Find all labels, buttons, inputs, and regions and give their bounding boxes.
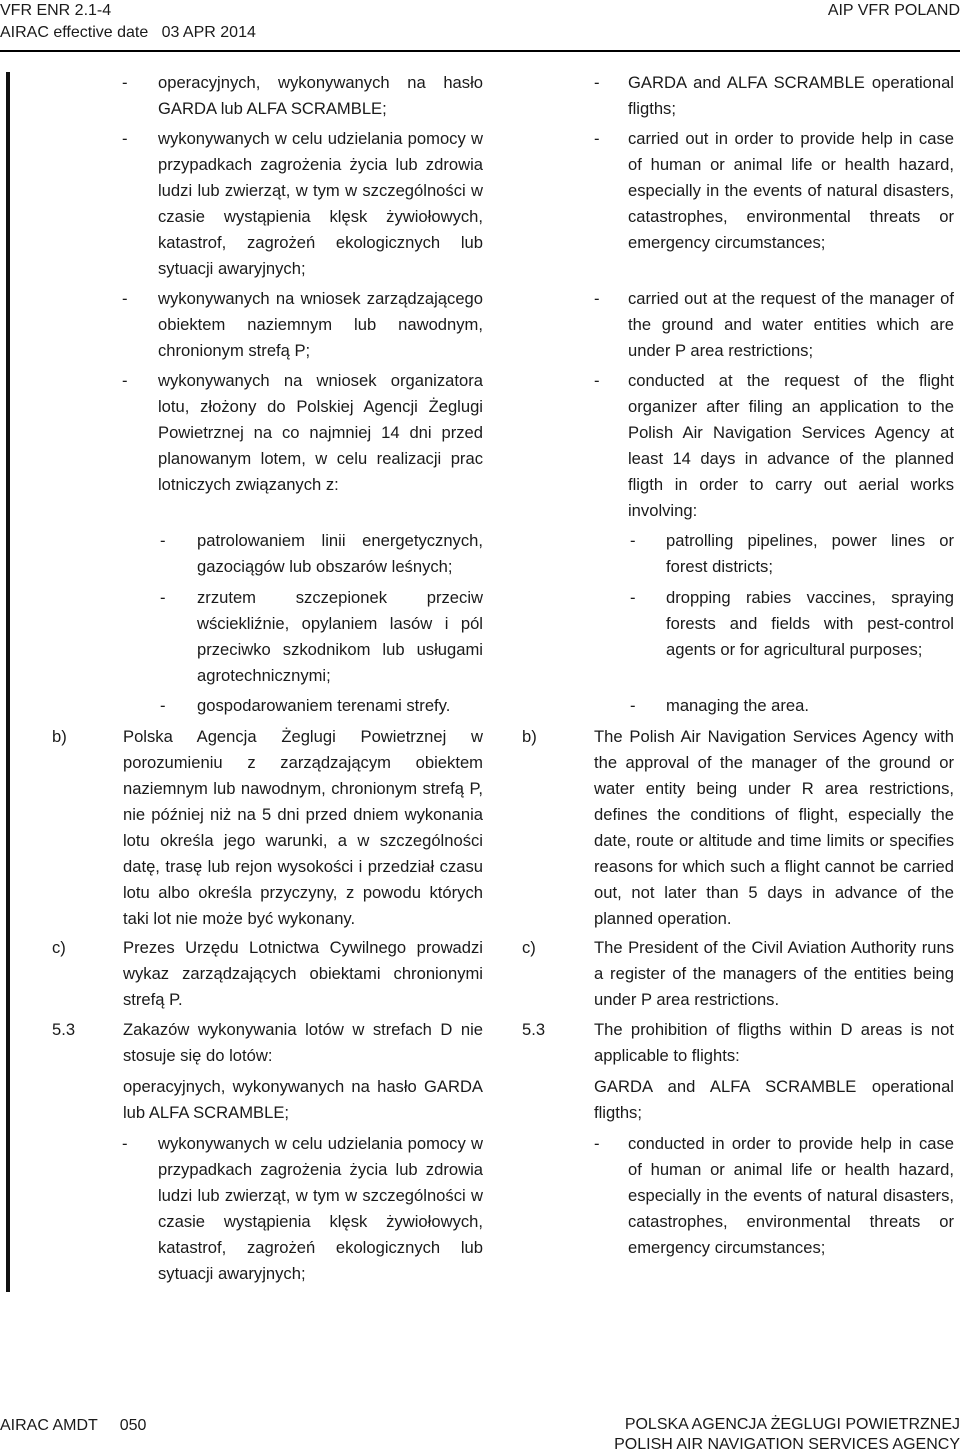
pl-paragraph-c: Prezes Urzędu Lotnictwa Cywilnego prowadzi wykaz zarządzających obiektami chronionymi strefą P. (123, 938, 483, 1009)
dash: - (594, 289, 600, 308)
pl-d-item-garda: operacyjnych, wykonywanych na hasło GARDA lub ALFA SCRAMBLE; (123, 1077, 483, 1122)
en-paragraph-b: The Polish Air Navigation Services Agency with the approval of the manager of the ground or water entity being under R area restrictions, defines the conditions of flight, especially the date, route or altitude and time limits or specifies reasons for which such a flight cannot be carried out, not later than 5 days in advance of the planned operation. (594, 727, 954, 928)
pl-item-manager-request: wykonywanych na wniosek zarządzającego obiektem naziemnym lub nawodnym, chronionym strefą P; (158, 289, 483, 360)
en-subitem-patrol: patrolling pipelines, power lines or forest districts; (666, 531, 954, 576)
pl-paragraph-5-3: Zakazów wykonywania lotów w strefach D nie stosuje się do lotów: (123, 1020, 483, 1065)
dash: - (594, 371, 600, 390)
pl-item-garda: operacyjnych, wykonywanych na hasło GARDA lub ALFA SCRAMBLE; (158, 73, 483, 118)
en-item-organizer-request: conducted at the request of the flight organizer after filing an application to the Polish Air Navigation Services Agency at least 14 days in advance of the planned fligth in order to carry out aerial works involving: (628, 371, 954, 520)
dash: - (594, 73, 600, 92)
dash: - (160, 696, 166, 715)
en-label-b: b) (522, 727, 537, 746)
en-item-garda: GARDA and ALFA SCRAMBLE operational fligths; (628, 73, 954, 118)
change-bar (6, 72, 10, 1292)
en-item-manager-request: carried out at the request of the manager of the ground and water entities which are under P area restrictions; (628, 289, 954, 360)
pl-subitem-area: gospodarowaniem terenami strefy. (197, 696, 451, 715)
dash: - (630, 696, 636, 715)
agency-name-english: POLISH AIR NAVIGATION SERVICES AGENCY (614, 1436, 960, 1453)
en-item-help: carried out in order to provide help in case of human or animal life or health hazard, especially in the events of natural disasters, catastrophes, environmental threats or emergency circumstances; (628, 129, 954, 252)
page-header-left (0, 0, 256, 44)
dash: - (594, 1134, 600, 1153)
pl-subitem-vaccines: zrzutem szczepionek przeciw wściekliźnie, opylaniem lasów i pól przeciwko szkodnikom lub usługami agrotechnicznymi; (197, 588, 483, 685)
dash: - (594, 129, 600, 148)
header-rule (0, 50, 960, 52)
en-paragraph-5-3: The prohibition of fligths within D areas is not applicable to flights: (594, 1020, 954, 1065)
effective-date: AIRAC effective date 03 APR 2014 (0, 24, 256, 41)
dash: - (122, 371, 128, 390)
en-paragraph-c: The President of the Civil Aviation Authority runs a register of the managers of the entities being under P area restrictions. (594, 938, 954, 1009)
dash: - (630, 531, 636, 550)
pl-label-5-3: 5.3 (52, 1020, 76, 1039)
en-d-item-garda: GARDA and ALFA SCRAMBLE operational fligths; (594, 1077, 954, 1122)
pl-paragraph-b: Polska Agencja Żeglugi Powietrznej w porozumieniu z zarządzającym obiektem naziemnym lub nawodnym, chronionym strefą P, nie później niż na 5 dni przed dniem wykonania lotu określa jego warunki, a w szczególności datę, trasę lub rejon wysokości i przedział czasu lotu albo określa przyczyny, z powodu których taki lot nie może być wykonany. (123, 727, 483, 928)
en-label-c: c) (522, 938, 536, 957)
pl-item-organizer-request: wykonywanych na wniosek organizatora lotu, złożony do Polskiej Agencji Żeglugi Powietrznej na co najmniej 14 dni przed planowanym lotem, w celu realizacji prac lotniczych związanych z: (158, 371, 483, 494)
dash: - (160, 531, 166, 550)
agency-name-polish: POLSKA AGENCJA ŻEGLUGI POWIETRZNEJ (624, 1416, 960, 1433)
amendment-number: AIRAC AMDT 050 (0, 1417, 147, 1434)
pl-label-c: c) (52, 938, 66, 957)
dash: - (122, 289, 128, 308)
pl-label-b: b) (52, 727, 67, 746)
document-reference: VFR ENR 2.1-4 (0, 2, 112, 19)
publication-title: AIP VFR POLAND (827, 2, 960, 19)
en-subitem-vaccines: dropping rabies vaccines, spraying forests and fields with pest-control agents or for agricultural purposes; (666, 588, 954, 659)
pl-item-help: wykonywanych w celu udzielania pomocy w przypadkach zagrożenia życia lub zdrowia ludzi lub zwierząt, w tym w szczególności w czasie wystąpienia klęsk żywiołowych, katastrof, zagrożeń ekologicznych lub sytuacji awaryjnych; (158, 129, 483, 278)
pl-d-item-help: wykonywanych w celu udzielania pomocy w przypadkach zagrożenia życia lub zdrowia ludzi lub zwierząt, w tym w szczególności w czasie wystąpienia klęsk żywiołowych, katastrof, zagrożeń ekologicznych lub sytuacji awaryjnych; (158, 1134, 483, 1283)
en-d-item-help: conducted in order to provide help in case of human or animal life or health hazard, especially in the events of natural disasters, catastrophes, environmental threats or emergency circumstances; (628, 1134, 954, 1257)
dash: - (122, 129, 128, 148)
en-subitem-area: managing the area. (666, 696, 809, 715)
dash: - (122, 73, 128, 92)
dash: - (160, 588, 166, 607)
page-footer-right (614, 1415, 960, 1455)
en-label-5-3: 5.3 (522, 1020, 546, 1039)
dash: - (122, 1134, 128, 1153)
pl-subitem-patrol: patrolowaniem linii energetycznych, gazociągów lub obszarów leśnych; (197, 531, 483, 576)
dash: - (630, 588, 636, 607)
